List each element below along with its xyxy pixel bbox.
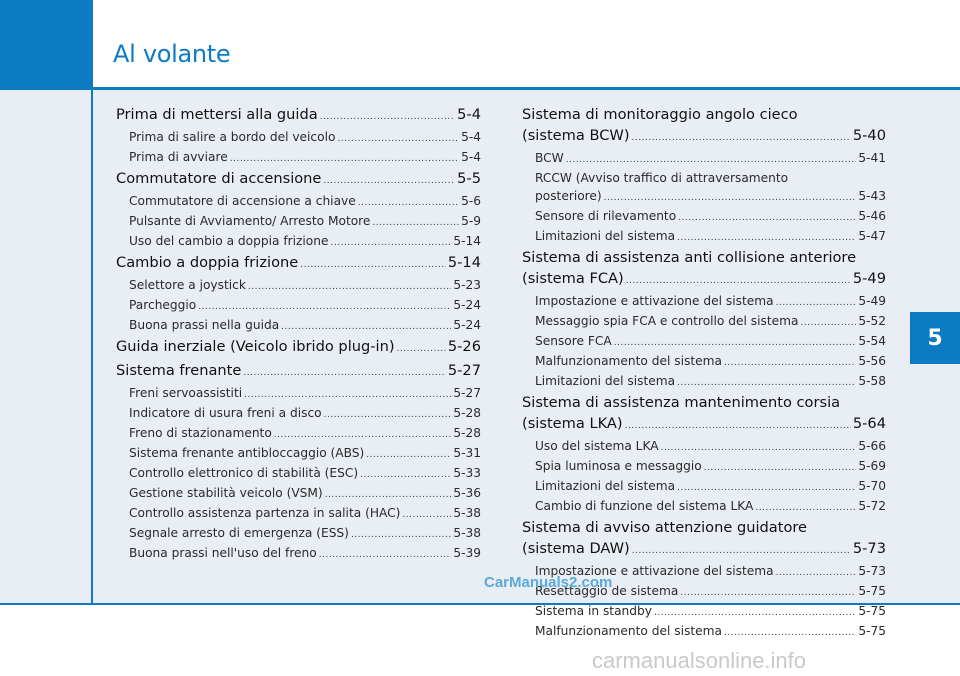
dot-leader (243, 363, 446, 384)
dot-leader (366, 446, 451, 464)
dot-leader (323, 171, 455, 192)
dot-leader (337, 130, 459, 148)
dot-leader (274, 426, 452, 444)
toc-section-heading[interactable] (116, 168, 481, 192)
dot-leader (680, 584, 856, 602)
dot-leader (372, 214, 459, 232)
toc-entry-text: Freni servoassistiti (129, 386, 243, 400)
dot-leader (300, 255, 446, 276)
toc-entry-text: Limitazioni del sistema (535, 229, 676, 243)
toc-entry-page: 5-72 (858, 499, 886, 513)
toc-subentry[interactable] (116, 504, 481, 524)
toc-entry-page: 5-49 (858, 294, 886, 308)
toc-entry-text: Selettore a joystick (129, 278, 246, 292)
dot-leader (360, 466, 451, 484)
toc-entry-page: 5-28 (453, 406, 481, 420)
dot-leader (677, 229, 856, 247)
toc-entry-text: Resettaggio de sistema (535, 584, 679, 598)
toc-entry-page: 5-4 (461, 130, 481, 144)
dot-leader (351, 526, 451, 544)
toc-entry-page: 5-73 (858, 564, 886, 578)
toc-subentry[interactable] (522, 602, 886, 622)
toc-entry-page: 5-52 (858, 314, 886, 328)
toc-heading-lka-row[interactable]: (sistema LKA) ..... 5-64 (522, 413, 886, 437)
toc-entry-page: 5-9 (461, 214, 481, 228)
toc-subentry[interactable] (116, 232, 481, 252)
toc-subentry[interactable] (116, 212, 481, 232)
dot-leader (755, 499, 856, 517)
dot-leader (244, 386, 451, 404)
dot-leader (704, 459, 857, 477)
watermark-carmanuals2: CarManuals2.com (484, 574, 613, 591)
toc-entry-text: Prima di avviare (129, 150, 228, 164)
dot-leader (724, 354, 856, 372)
toc-entry-page: 5-6 (461, 194, 481, 208)
toc-subentry[interactable] (116, 464, 481, 484)
toc-entry-text: Cambio di funzione del sistema LKA (535, 499, 754, 513)
dot-leader (566, 151, 857, 169)
dot-leader (614, 334, 857, 352)
toc-subentry[interactable] (522, 227, 886, 247)
toc-entry-text: Indicatore di usura freni a disco (129, 406, 322, 420)
toc-subentry[interactable] (116, 296, 481, 316)
toc-entry-page: 5-39 (453, 546, 481, 560)
toc-heading-daw[interactable]: Sistema di avviso attenzione guidatore (522, 519, 808, 536)
toc-entry-page: 5-66 (858, 439, 886, 453)
dot-leader (800, 314, 856, 332)
toc-entry-page: 5-33 (453, 466, 481, 480)
toc-entry-text: Sistema frenante (116, 362, 242, 379)
dot-leader (320, 107, 455, 128)
dot-leader (776, 294, 857, 312)
toc-entry-text: Malfunzionamento del sistema (535, 624, 722, 638)
toc-entry-page: 5-75 (858, 604, 886, 618)
toc-entry-text: Sensore FCA (535, 334, 612, 348)
toc-subentry[interactable] (522, 149, 886, 169)
toc-entry-page: 5-27 (447, 362, 481, 379)
toc-entry-text: Buona prassi nella guida (129, 318, 280, 332)
toc-entry-text: Segnale arresto di emergenza (ESS) (129, 526, 349, 540)
toc-heading-bcw[interactable]: Sistema di monitoraggio angolo cieco (522, 106, 798, 123)
toc-section-heading[interactable] (116, 360, 481, 384)
toc-entry-page: 5-24 (453, 298, 481, 312)
toc-entry-text: Uso del cambio a doppia frizione (129, 234, 329, 248)
toc-entry-text: BCW (535, 151, 564, 165)
toc-subentry[interactable] (116, 148, 481, 168)
toc-heading-fca[interactable]: Sistema di assistenza anti collisione anteriore (522, 249, 857, 266)
toc-entry-page: 5-58 (858, 374, 886, 388)
toc-entry-text: Spia luminosa e messaggio (535, 459, 702, 473)
toc-entry-page: 5-28 (453, 426, 481, 440)
toc-subentry[interactable] (522, 497, 886, 517)
toc-entry-text: Cambio a doppia frizione (116, 254, 299, 271)
toc-entry-text: Limitazioni del sistema (535, 479, 676, 493)
toc-heading-daw-row[interactable]: (sistema DAW) ..... 5-73 (522, 538, 886, 562)
toc-heading-lka[interactable]: Sistema di assistenza mantenimento corsia (522, 394, 841, 411)
toc-subentry[interactable] (522, 477, 886, 497)
dot-leader (281, 318, 451, 336)
toc-entry-page: 5-4 (457, 106, 481, 123)
toc-entry-page: 5-4 (461, 150, 481, 164)
toc-entry-text: Sistema frenante antibloccaggio (ABS) (129, 446, 365, 460)
toc-subentry[interactable] (522, 437, 886, 457)
toc-entry-text: Commutatore di accensione a chiave (129, 194, 356, 208)
dot-leader (397, 339, 446, 360)
dot-leader (677, 479, 856, 497)
toc-entry-text: Controllo elettronico di stabilità (ESC) (129, 466, 359, 480)
toc-subentry[interactable] (116, 424, 481, 444)
toc-entry-page: 5-38 (453, 506, 481, 520)
toc-subentry[interactable] (522, 312, 886, 332)
toc-subentry[interactable] (116, 316, 481, 336)
toc-subentry[interactable] (522, 207, 886, 227)
toc-entry-page: 5-46 (858, 209, 886, 223)
toc-entry-text: Messaggio spia FCA e controllo del sistema (535, 314, 799, 328)
toc-entry-page: 5-70 (858, 479, 886, 493)
dot-leader (654, 604, 856, 622)
toc-entry-page: 5-5 (457, 170, 481, 187)
toc-entry-page: 5-75 (858, 584, 886, 598)
toc-entry-page: 5-38 (453, 526, 481, 540)
toc-entry-page: 5-31 (453, 446, 481, 460)
toc-entry-text: Buona prassi nell'uso del freno (129, 546, 317, 560)
toc-entry-page: 5-24 (453, 318, 481, 332)
toc-subentry[interactable] (116, 384, 481, 404)
toc-entry-text: Commutatore di accensione (116, 170, 322, 187)
toc-entry-page: 5-27 (453, 386, 481, 400)
dot-leader (330, 234, 451, 252)
toc-subentry[interactable] (522, 332, 886, 352)
toc-subentry[interactable] (522, 457, 886, 477)
toc-subentry[interactable] (116, 524, 481, 544)
toc-entry-text: Parcheggio (129, 298, 197, 312)
dot-leader (358, 194, 459, 212)
watermark-carmanualsonline: carmanualsonline.info (592, 648, 807, 673)
dot-leader (324, 406, 452, 424)
toc-entry-text: Freno di stazionamento (129, 426, 272, 440)
toc-entry-page: 5-47 (858, 229, 886, 243)
toc-right-column (522, 104, 886, 642)
toc-left-column (116, 104, 481, 564)
toc-entry-page: 5-54 (858, 334, 886, 348)
dot-leader (661, 439, 857, 457)
toc-entry-page: 5-36 (453, 486, 481, 500)
toc-entry-page: 5-14 (447, 254, 481, 271)
left-rule (91, 0, 93, 605)
toc-entry-text: Uso del sistema LKA (535, 439, 659, 453)
toc-entry-page: 5-56 (858, 354, 886, 368)
dot-leader (678, 209, 856, 227)
toc-entry-page: 5-69 (858, 459, 886, 473)
dot-leader (230, 150, 459, 168)
toc-entry-text: Sistema in standby (535, 604, 652, 618)
dot-leader (248, 278, 451, 296)
toc-entry-text: Limitazioni del sistema (535, 374, 676, 388)
toc-entry-text: Controllo assistenza partenza in salita (HAC) (129, 506, 401, 520)
toc-entry-page: 5-26 (447, 338, 481, 355)
toc-heading-bcw-row[interactable]: (sistema BCW) ..... 5-40 (522, 125, 886, 149)
toc-entry-text: Pulsante di Avviamento/ Arresto Motore (129, 214, 371, 228)
toc-subentry[interactable] (522, 292, 886, 312)
dot-leader (198, 298, 451, 316)
toc-section-heading[interactable] (116, 104, 481, 128)
toc-entry-text: Prima di mettersi alla guida (116, 106, 318, 123)
toc-subentry[interactable] (522, 622, 886, 642)
title-underline (93, 87, 960, 90)
toc-subentry[interactable] (116, 544, 481, 564)
toc-entry-page: 5-14 (453, 234, 481, 248)
toc-sub-rccw-row[interactable]: posteriore) ..... 5-43 (522, 187, 886, 207)
toc-entry-text: Gestione stabilità veicolo (VSM) (129, 486, 323, 500)
toc-entry-text: Impostazione e attivazione del sistema (535, 294, 774, 308)
toc-subentry[interactable] (116, 276, 481, 296)
toc-entry-text: Sensore di rilevamento (535, 209, 677, 223)
dot-leader (319, 546, 452, 564)
toc-subentry[interactable] (116, 484, 481, 504)
dot-leader (402, 506, 451, 524)
dot-leader (677, 374, 856, 392)
toc-subentry[interactable] (116, 192, 481, 212)
chapter-tab[interactable]: 5 (910, 312, 960, 364)
toc-section-heading[interactable] (116, 336, 481, 360)
toc-subentry[interactable] (522, 352, 886, 372)
toc-subentry[interactable] (522, 372, 886, 392)
toc-entry-text: Impostazione e attivazione del sistema (535, 564, 774, 578)
toc-entry-text: Prima di salire a bordo del veicolo (129, 130, 336, 144)
toc-subentry[interactable] (116, 404, 481, 424)
toc-entry-page: 5-41 (858, 151, 886, 165)
toc-entry-page: 5-75 (858, 624, 886, 638)
toc-subentry[interactable] (116, 444, 481, 464)
toc-entry-text: Malfunzionamento del sistema (535, 354, 722, 368)
toc-subentry[interactable] (116, 128, 481, 148)
corner-block (0, 0, 93, 90)
dot-leader (325, 486, 452, 504)
toc-heading-fca-row[interactable]: (sistema FCA) ..... 5-49 (522, 268, 886, 292)
toc-section-heading[interactable] (116, 252, 481, 276)
toc-entry-text: Guida inerziale (Veicolo ibrido plug-in) (116, 338, 395, 355)
toc-sub-rccw[interactable]: RCCW (Avviso traffico di attraversamento (535, 171, 789, 185)
chapter-title: Al volante (113, 40, 231, 68)
toc-entry-page: 5-23 (453, 278, 481, 292)
dot-leader (724, 624, 856, 642)
dot-leader (776, 564, 857, 582)
